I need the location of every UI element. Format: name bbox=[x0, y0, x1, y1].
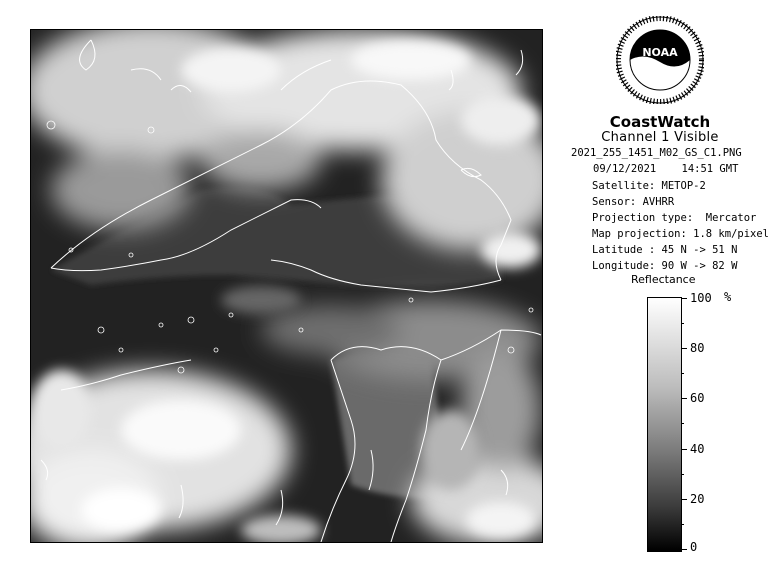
reflectance-scale-bar bbox=[647, 297, 682, 552]
legend-tick-label: 80 bbox=[690, 341, 705, 355]
legend-tick bbox=[681, 298, 687, 299]
datetime-label: 09/12/2021 14:51 GMT bbox=[593, 163, 739, 175]
legend-tick-label: 20 bbox=[690, 492, 705, 506]
map-projection-label: Map projection: 1.8 km/pixel bbox=[592, 228, 770, 240]
longitude-label: Longitude: 90 W -> 82 W bbox=[592, 260, 738, 272]
legend-minor-tick bbox=[681, 373, 684, 374]
satellite-label: Satellite: METOP-2 bbox=[592, 180, 706, 192]
legend-unit: % bbox=[724, 290, 732, 304]
legend-tick bbox=[681, 449, 687, 450]
legend-minor-tick bbox=[681, 524, 684, 525]
logo-text: NOAA bbox=[642, 46, 678, 59]
latitude-label: Latitude : 45 N -> 51 N bbox=[592, 244, 738, 256]
channel-label: Channel 1 Visible bbox=[601, 130, 719, 145]
legend-tick-label: 0 bbox=[690, 540, 698, 554]
product-title: CoastWatch bbox=[609, 113, 711, 131]
projection-type-label: Projection type: Mercator bbox=[592, 212, 757, 224]
legend-minor-tick bbox=[681, 474, 684, 475]
legend-tick-label: 100 bbox=[690, 291, 712, 305]
legend-tick bbox=[681, 348, 687, 349]
legend-minor-tick bbox=[681, 323, 684, 324]
legend-tick bbox=[681, 549, 687, 550]
legend-title: Reflectance bbox=[631, 273, 696, 286]
filename-label: 2021_255_1451_M02_GS_C1.PNG bbox=[571, 147, 742, 159]
legend-tick bbox=[681, 398, 687, 399]
legend-tick-label: 40 bbox=[690, 442, 705, 456]
sensor-label: Sensor: AVHRR bbox=[592, 196, 675, 208]
legend-minor-tick bbox=[681, 423, 684, 424]
noaa-logo bbox=[616, 16, 704, 104]
legend-tick-label: 60 bbox=[690, 391, 705, 405]
legend-tick bbox=[681, 499, 687, 500]
satellite-map bbox=[30, 29, 543, 543]
